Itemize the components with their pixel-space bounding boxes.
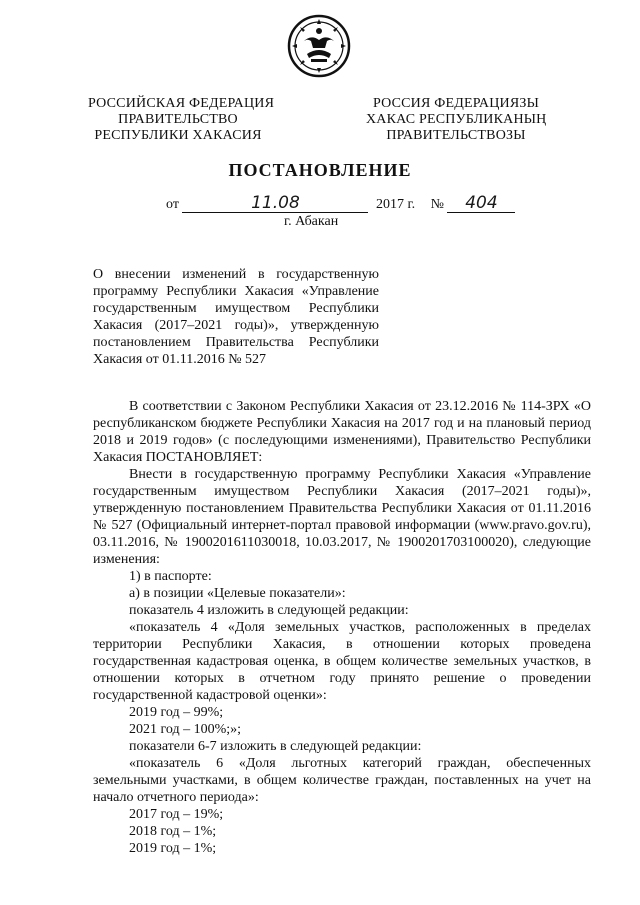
date-field: 11.08: [182, 196, 368, 213]
document-body: [93, 398, 591, 857]
date-line: [166, 193, 515, 213]
body-paragraph: 2019 год – 1%;: [129, 841, 217, 856]
number-label: №: [430, 197, 444, 212]
body-paragraph: Внести в государственную программу Республики Хакасия «Управление государственным имуществом Республики Хакасия (2017–2021 годы)», утвержденную постановлением Правительства Республики Хакасия от 01.11.2016 № 527 (Официальный интернет-портал правовой информации (www.pravo.gov.ru), 03.11.2016, № 1900201611030018, 10.03.2017, № 1900201703100020), следующие изменения:: [93, 467, 591, 567]
body-paragraph: «показатель 4 «Доля земельных участков, расположенных в пределах территории Республики Хакасия, в отношении которых проведена государственная кадастровая оценка, в общем количестве земельных участков, в отношении которых в отчетном году принято решение о проведении государственной кадастровой оценки»:: [93, 620, 591, 703]
coat-of-arms-icon: [287, 14, 351, 78]
body-paragraph: показатели 6-7 изложить в следующей редакции:: [129, 739, 422, 754]
date-prefix: от: [166, 197, 179, 212]
header-right-line: РОССИЯ ФЕДЕРАЦИЯЗЫ: [372, 96, 540, 111]
city-label: г. Абакан: [284, 214, 339, 229]
body-paragraph: 2018 год – 1%;: [129, 824, 217, 839]
body-paragraph: а) в позиции «Целевые показатели»:: [129, 586, 346, 601]
date-year: 2017 г.: [375, 197, 416, 212]
body-paragraph: В соответствии с Законом Республики Хакасия от 23.12.2016 № 114-ЗРХ «О республиканском бюджете Республики Хакасия на 2017 год и на плановый период 2018 и 2019 годов» (с последующими изменениями), Правительство Республики Хакасия ПОСТАНОВЛЯЕТ:: [93, 399, 591, 465]
body-paragraph: 2019 год – 99%;: [129, 705, 224, 720]
body-paragraph: 2017 год – 19%;: [129, 807, 224, 822]
body-paragraph: 2021 год – 100%;»;: [129, 722, 242, 737]
body-paragraph: «показатель 6 «Доля льготных категорий граждан, обеспеченных земельными участками, в общем количестве граждан, поставленных на учет на начало отчетного периода»:: [93, 756, 591, 805]
header-right-block: [366, 96, 546, 144]
header-left-block: [88, 96, 275, 144]
number-field: 404: [447, 196, 515, 213]
document-title: ПОСТАНОВЛЕНИЕ: [228, 160, 412, 180]
header-right-line: ПРАВИТЕЛЬСТВОЗЫ: [386, 128, 526, 143]
header-left-line: РЕСПУБЛИКИ ХАКАСИЯ: [94, 128, 262, 143]
body-paragraph: показатель 4 изложить в следующей редакции:: [129, 603, 409, 618]
body-paragraph: 1) в паспорте:: [129, 569, 212, 584]
document-subject: О внесении изменений в государственную программу Республики Хакасия «Управление государственным имуществом Республики Хакасия (2017–2021 годы)», утвержденную постановлением Правительства Республики Хакасия от 01.11.2016 № 527: [93, 267, 379, 367]
header-left-line: РОССИЙСКАЯ ФЕДЕРАЦИЯ: [88, 96, 275, 111]
header-right-line: ХАКАС РЕСПУБЛИКАНЫҢ: [366, 112, 547, 127]
header-left-line: ПРАВИТЕЛЬСТВО: [118, 112, 238, 127]
